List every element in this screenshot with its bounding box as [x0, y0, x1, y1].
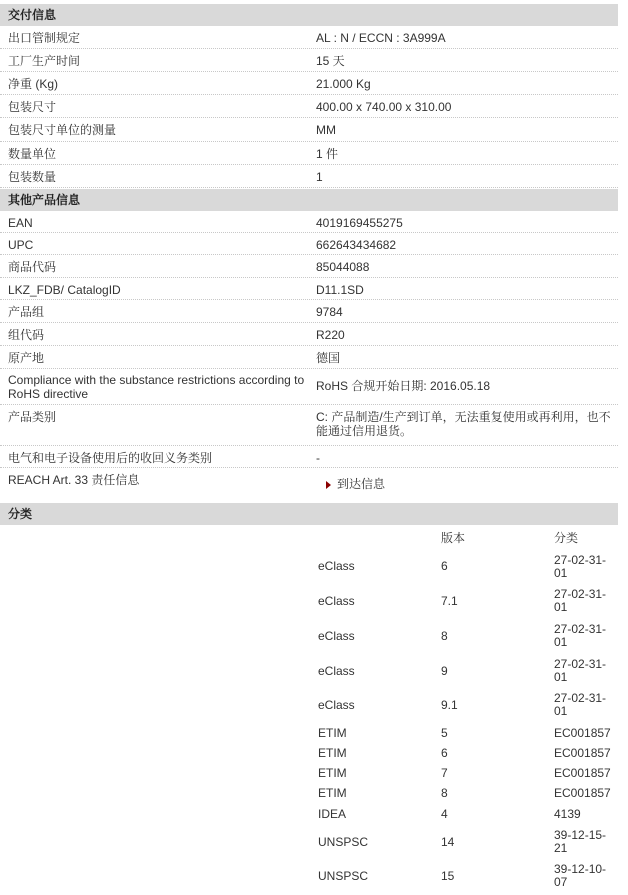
table-row — [0, 278, 618, 300]
row-label: 工厂生产时间 — [8, 54, 81, 68]
row-label: 产品类别 — [8, 410, 57, 424]
class-version: 8 — [441, 629, 448, 643]
table-row — [0, 72, 618, 95]
row-value: 662643434682 — [316, 238, 397, 252]
version-column-header: 版本 — [441, 531, 466, 545]
class-version: 15 — [441, 869, 455, 883]
table-row — [0, 323, 618, 346]
class-version: 5 — [441, 726, 448, 740]
class-column-header: 分类 — [554, 531, 579, 545]
class-version: 7 — [441, 766, 448, 780]
class-system: ETIM — [318, 766, 347, 780]
class-version: 8 — [441, 786, 448, 800]
row-value: 德国 — [316, 351, 341, 365]
class-system: eClass — [318, 698, 355, 712]
table-row — [0, 26, 618, 49]
row-value: 1 — [316, 170, 323, 184]
class-version: 4 — [441, 807, 448, 821]
row-label: Compliance with the substance restrictions according to RoHS directive — [8, 373, 305, 401]
row-value: RoHS 合规开始日期: 2016.05.18 — [316, 379, 491, 393]
row-label: 商品代码 — [8, 260, 57, 274]
table-row — [0, 300, 618, 323]
row-label: REACH Art. 33 责任信息 — [8, 473, 140, 487]
row-value: 15 天 — [316, 54, 345, 68]
arrow-right-icon — [326, 481, 331, 489]
row-value: AL : N / ECCN : 3A999A — [316, 31, 446, 45]
class-code: 27-02-31-01 — [554, 587, 607, 614]
class-system: UNSPSC — [318, 869, 369, 883]
row-label: 包装数量 — [8, 170, 57, 184]
row-value: 1 件 — [316, 147, 339, 161]
table-row — [0, 165, 618, 188]
table-row — [0, 95, 618, 118]
table-row — [0, 468, 618, 499]
class-version: 6 — [441, 559, 448, 573]
row-value: 21.000 Kg — [316, 77, 371, 91]
row-label: 电气和电子设备使用后的收回义务类别 — [8, 451, 213, 465]
table-row — [0, 211, 618, 233]
class-system: eClass — [318, 629, 355, 643]
class-code: 39-12-10-07 — [554, 862, 607, 889]
row-value: MM — [316, 123, 336, 137]
row-label: 出口管制规定 — [8, 31, 81, 45]
row-value: 85044088 — [316, 260, 370, 274]
row-label: 数量单位 — [8, 147, 57, 161]
row-value: 400.00 x 740.00 x 310.00 — [316, 100, 452, 114]
row-label: LKZ_FDB/ CatalogID — [8, 283, 121, 297]
row-label: EAN — [8, 216, 33, 230]
class-code: EC001857 — [554, 786, 611, 800]
other-product-info-header: 其他产品信息 — [0, 189, 618, 211]
row-label: 组代码 — [8, 328, 45, 342]
row-value: D11.1SD — [316, 283, 364, 297]
row-label: 原产地 — [8, 351, 45, 365]
reach-info-cell — [326, 468, 626, 491]
row-label: UPC — [8, 238, 34, 252]
table-row — [0, 49, 618, 72]
class-code: 27-02-31-01 — [554, 553, 607, 580]
class-system: ETIM — [318, 726, 347, 740]
class-system: UNSPSC — [318, 835, 369, 849]
class-code: EC001857 — [554, 766, 611, 780]
class-system: IDEA — [318, 807, 347, 821]
class-code: 4139 — [554, 807, 581, 821]
row-label: 包装尺寸 — [8, 100, 57, 114]
class-system: ETIM — [318, 746, 347, 760]
table-row — [0, 118, 618, 142]
class-version: 9 — [441, 664, 448, 678]
delivery-info-header: 交付信息 — [0, 4, 618, 26]
class-version: 7.1 — [441, 594, 458, 608]
row-label: 产品组 — [8, 305, 45, 319]
row-label: 净重 (Kg) — [8, 77, 59, 91]
class-code: EC001857 — [554, 726, 611, 740]
row-value: 4019169455275 — [316, 216, 403, 230]
class-system: eClass — [318, 559, 355, 573]
class-version: 6 — [441, 746, 448, 760]
table-row — [0, 142, 618, 165]
row-value: C: 产品制造/生产到订单，无法重复使用或再利用，也不能通过信用退货。 — [316, 410, 611, 438]
class-code: EC001857 — [554, 746, 611, 760]
classification-header: 分类 — [0, 503, 618, 525]
table-row — [0, 255, 618, 278]
class-code: 27-02-31-01 — [554, 657, 607, 684]
table-row — [0, 346, 618, 369]
class-system: eClass — [318, 664, 355, 678]
class-system: eClass — [318, 594, 355, 608]
row-label: 包装尺寸单位的测量 — [8, 123, 117, 137]
row-value: R220 — [316, 328, 345, 342]
class-code: 39-12-15-21 — [554, 828, 607, 855]
row-value: 9784 — [316, 305, 343, 319]
table-row — [0, 233, 618, 255]
class-system: ETIM — [318, 786, 347, 800]
table-row — [0, 446, 618, 468]
class-version: 14 — [441, 835, 455, 849]
row-value: - — [316, 451, 320, 465]
class-code: 27-02-31-01 — [554, 622, 607, 649]
reach-info-link-label: 到达信息 — [337, 477, 386, 491]
reach-info-link[interactable] — [326, 477, 385, 491]
class-code: 27-02-31-01 — [554, 691, 607, 718]
table-row — [0, 369, 618, 405]
table-row — [0, 405, 618, 446]
class-version: 9.1 — [441, 698, 458, 712]
